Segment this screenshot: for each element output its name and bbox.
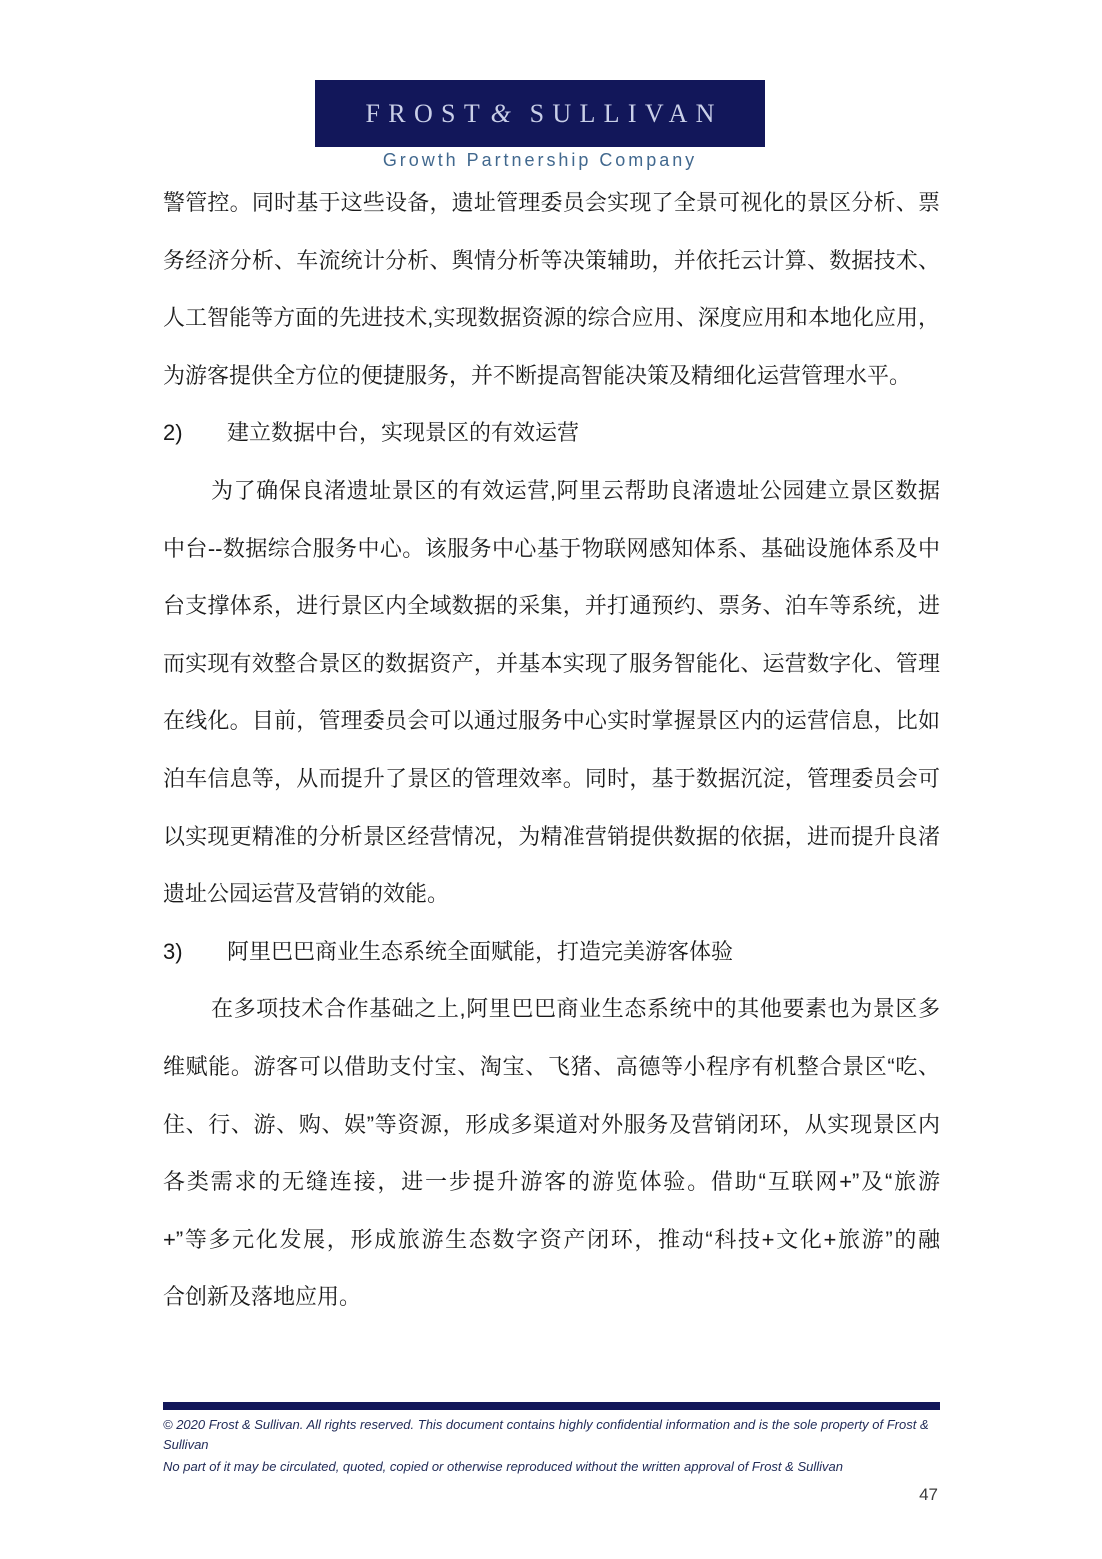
text-line: 人工智能等方面的先进技术,实现数据资源的综合应用、深度应用和本地化应用， <box>163 305 940 331</box>
text-line: 遗址公园运营及营销的效能。 <box>163 881 450 907</box>
text-line: 合创新及落地应用。 <box>163 1284 362 1310</box>
text-line: 泊车信息等，从而提升了景区的管理效率。同时，基于数据沉淀，管理委员会可 <box>163 765 940 791</box>
page-number: 47 <box>919 1485 938 1504</box>
text-line: 务经济分析、车流统计分析、舆情分析等决策辅助，并依托云计算、数据技术、 <box>163 247 940 273</box>
logo-frost: FROST <box>365 98 489 128</box>
text-line: 为游客提供全方位的便捷服务，并不断提高智能决策及精细化运营管理水平。 <box>163 362 912 388</box>
copyright-line-1: © 2020 Frost & Sullivan. All rights reserved. This document contains highly confidential information and is the sole property of Frost & Sullivan <box>163 1417 929 1452</box>
logo-tagline: Growth Partnership Company <box>382 150 698 170</box>
text-line: 在线化。目前，管理委员会可以通过服务中心实时掌握景区内的运营信息，比如 <box>163 708 940 734</box>
text-line: 中台--数据综合服务中心。该服务中心基于物联网感知体系、基础设施体系及中 <box>163 535 940 561</box>
document-body <box>163 174 940 1326</box>
text-line: 在多项技术合作基础之上,阿里巴巴商业生态系统中的其他要素也为景区多 <box>211 996 940 1022</box>
logo-wordmark <box>357 99 723 129</box>
heading-text: 建立数据中台，实现景区的有效运营 <box>227 420 580 446</box>
logo-ampersand-icon: & <box>490 98 520 128</box>
heading-text: 阿里巴巴商业生态系统全面赋能，打造完美游客体验 <box>227 938 734 964</box>
text-line: 警管控。同时基于这些设备，遗址管理委员会实现了全景可视化的景区分析、票 <box>163 190 940 215</box>
text-line: 为了确保良渚遗址景区的有效运营,阿里云帮助良渚遗址公园建立景区数据 <box>211 477 940 503</box>
section-heading <box>163 923 940 981</box>
text-line: 维赋能。游客可以借助支付宝、淘宝、飞猪、高德等小程序有机整合景区“吃、 <box>163 1053 940 1079</box>
copyright-line-2: No part of it may be circulated, quoted, copied or otherwise reproduced without the written approval of Frost & Sullivan <box>163 1459 843 1474</box>
section-heading <box>163 404 940 462</box>
heading-number: 2) <box>163 420 183 446</box>
text-line: 各类需求的无缝连接，进一步提升游客的游览体验。借助“互联网+”及“旅游 <box>163 1169 940 1195</box>
heading-number: 3) <box>163 938 183 964</box>
text-line: 而实现有效整合景区的数据资产，并基本实现了服务智能化、运营数字化、管理 <box>163 650 940 676</box>
text-line: 台支撑体系，进行景区内全域数据的采集，并打通预约、票务、泊车等系统，进 <box>163 593 940 619</box>
text-line: 住、行、游、购、娱”等资源，形成多渠道对外服务及营销闭环，从实现景区内 <box>163 1111 940 1137</box>
logo-sullivan: SULLIVAN <box>529 98 723 128</box>
text-line: 以实现更精准的分析景区经营情况，为精准营销提供数据的依据，进而提升良渚 <box>163 823 940 849</box>
footer-divider <box>163 1402 940 1410</box>
text-line: +”等多元化发展，形成旅游生态数字资产闭环，推动“科技+文化+旅游”的融 <box>163 1226 940 1252</box>
frost-sullivan-logo <box>315 80 765 147</box>
page-footer <box>163 1402 940 1505</box>
